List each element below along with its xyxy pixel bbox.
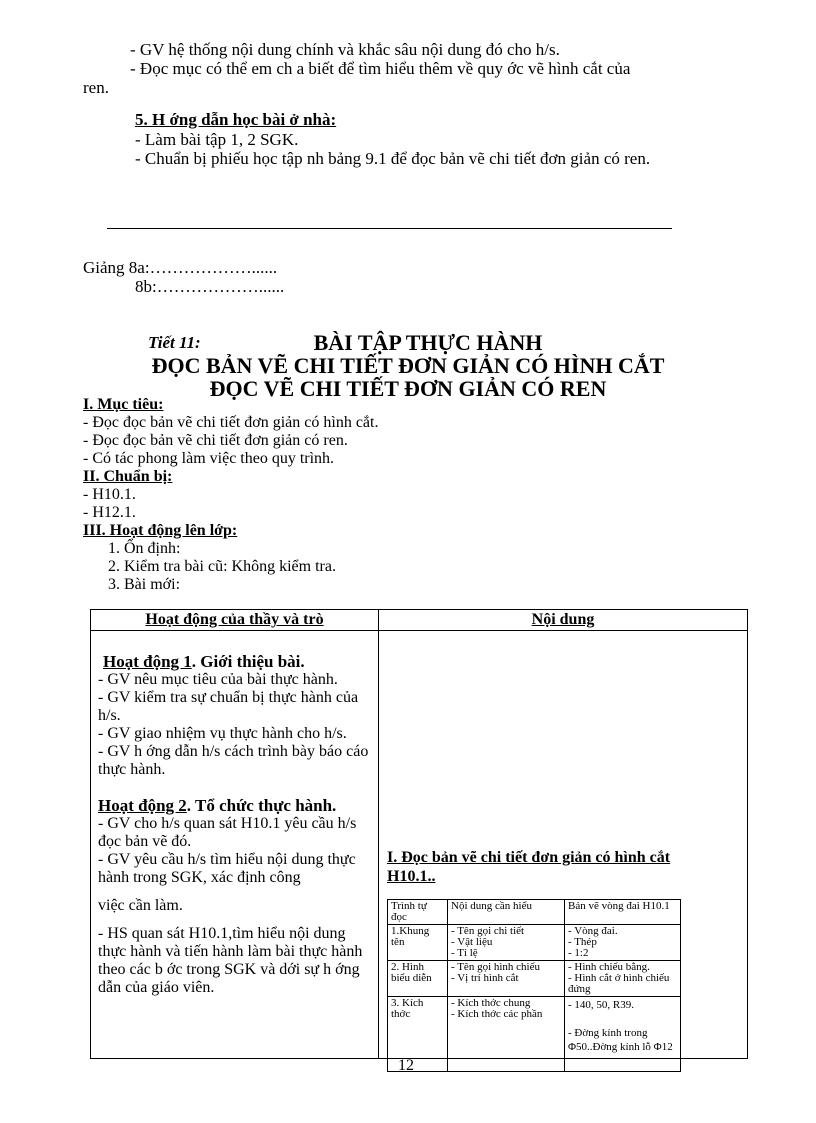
content-heading-1: I. Đọc bản vẽ chi tiết đơn giản có hình cắt xyxy=(387,849,671,866)
col-header-content: Nội dung xyxy=(379,610,748,631)
hd2-line-1: - GV cho h/s quan sát H10.1 yêu cầu h/s đọc bản vẽ đó. xyxy=(98,815,357,850)
hd1-line-1: - GV nêu mục tiêu của bài thực hành. xyxy=(98,671,338,688)
giang-8a: Giảng 8a:………………...... xyxy=(83,258,278,277)
hd1-line-4: - GV h ớng dẫn h/s cách trình bày báo cáo thực hành. xyxy=(98,743,369,778)
reading-header-order: Trình tự đọc xyxy=(388,900,448,925)
activities-cell xyxy=(91,631,379,1059)
hoat-dong-item-3: 3. Bài mới: xyxy=(108,576,181,593)
reading-cell: - Hình chiếu bằng. - Hình cắt ở hình chiếu đứng xyxy=(565,961,681,997)
reading-header-drawing: Bản vẽ vòng đai H10.1 xyxy=(565,900,681,925)
hd2-line-4: - HS quan sát H10.1,tìm hiểu nội dung thực hành và tiến hành làm bài thực hành theo các b ớc trong SGK và dới sự h ớng dẫn của giáo viên. xyxy=(98,925,363,996)
content-heading-2: H10.1.. xyxy=(387,868,436,885)
section5-item-2: - Chuẩn bị phiếu học tập nh bảng 9.1 để đọc bản vẽ chi tiết đơn giản có ren. xyxy=(135,149,651,168)
intro-line-3: ren. xyxy=(83,78,109,97)
muc-tieu-item-3: - Có tác phong làm việc theo quy trình. xyxy=(83,450,335,467)
table-row xyxy=(388,997,681,1072)
hd2-line-3: việc cần làm. xyxy=(98,897,183,914)
reading-cell: 2. Hình biểu diễn xyxy=(388,961,448,997)
page-number: 12 xyxy=(398,1057,414,1074)
chuan-bi-heading: II. Chuẩn bị: xyxy=(83,468,173,485)
hd2-title: Hoạt động 2. Tổ chức thực hành. xyxy=(98,796,337,815)
reading-cell: - Kích thớc chung - Kích thớc các phần xyxy=(448,997,565,1072)
table-row xyxy=(388,925,681,961)
reading-cell: - Vòng đai. - Thép - 1:2 xyxy=(565,925,681,961)
lesson-label: Tiết 11: xyxy=(148,333,201,352)
reading-table-header xyxy=(388,900,681,925)
reading-cell: - 140, 50, R39. - Đờng kính trong Φ50..Đờng kính lỗ Φ12 xyxy=(565,997,681,1072)
hoat-dong-item-1: 1. Ổn định: xyxy=(108,540,181,557)
reading-cell: - Tên gọi chi tiết - Vật liệu - Tỉ lệ xyxy=(448,925,565,961)
chuan-bi-item-2: - H12.1. xyxy=(83,504,136,521)
reading-header-content: Nội dung cần hiểu xyxy=(448,900,565,925)
hd1-line-3: - GV giao nhiệm vụ thực hành cho h/s. xyxy=(98,725,347,742)
section5-item-1: - Làm bài tập 1, 2 SGK. xyxy=(135,130,299,149)
lesson-title-2: ĐỌC BẢN VẼ CHI TIẾT ĐƠN GIẢN CÓ HÌNH CẮT xyxy=(151,353,665,378)
hoat-dong-heading: III. Hoạt động lên lớp: xyxy=(83,522,238,539)
muc-tieu-heading: I. Mục tiêu: xyxy=(83,396,164,413)
muc-tieu-item-2: - Đọc đọc bản vẽ chi tiết đơn giản có ren. xyxy=(83,432,348,449)
hd1-line-2: - GV kiểm tra sự chuẩn bị thực hành của h/s. xyxy=(98,689,359,724)
intro-line-1: - GV hệ thống nội dung chính và khắc sâu nội dung đó cho h/s. xyxy=(130,40,560,59)
section5-heading: 5. H ớng dẫn học bài ở nhà: xyxy=(135,110,337,129)
hd1-title: Hoạt động 1. Giới thiệu bài. xyxy=(103,652,305,671)
reading-cell: 1.Khung tên xyxy=(388,925,448,961)
muc-tieu-item-1: - Đọc đọc bản vẽ chi tiết đơn giản có hình cắt. xyxy=(83,414,379,431)
content-cell xyxy=(379,631,748,1059)
reading-table xyxy=(387,899,681,1072)
reading-cell: 3. Kích thớc xyxy=(388,997,448,1072)
hoat-dong-item-2: 2. Kiểm tra bài cũ: Không kiểm tra. xyxy=(108,558,336,575)
divider xyxy=(107,228,672,229)
chuan-bi-item-1: - H10.1. xyxy=(83,486,136,503)
reading-cell: - Tên gọi hình chiếu - Vị trí hình cắt xyxy=(448,961,565,997)
hd2-line-2: - GV yêu cầu h/s tìm hiểu nội dung thực hành trong SGK, xác định công xyxy=(98,851,356,886)
lesson-title-3: ĐỌC VẼ CHI TIẾT ĐƠN GIẢN CÓ REN xyxy=(209,376,607,401)
intro-line-2: - Đọc mục có thể em ch a biết để tìm hiểu thêm về quy ớc vẽ hình cắt của xyxy=(130,59,631,78)
table-row xyxy=(388,961,681,997)
col-header-activities: Hoạt động của thầy và trò xyxy=(91,610,379,631)
lesson-title-1: BÀI TẬP THỰC HÀNH xyxy=(313,330,543,355)
giang-8b: 8b:………………...... xyxy=(135,277,285,296)
activity-table xyxy=(90,609,748,1059)
